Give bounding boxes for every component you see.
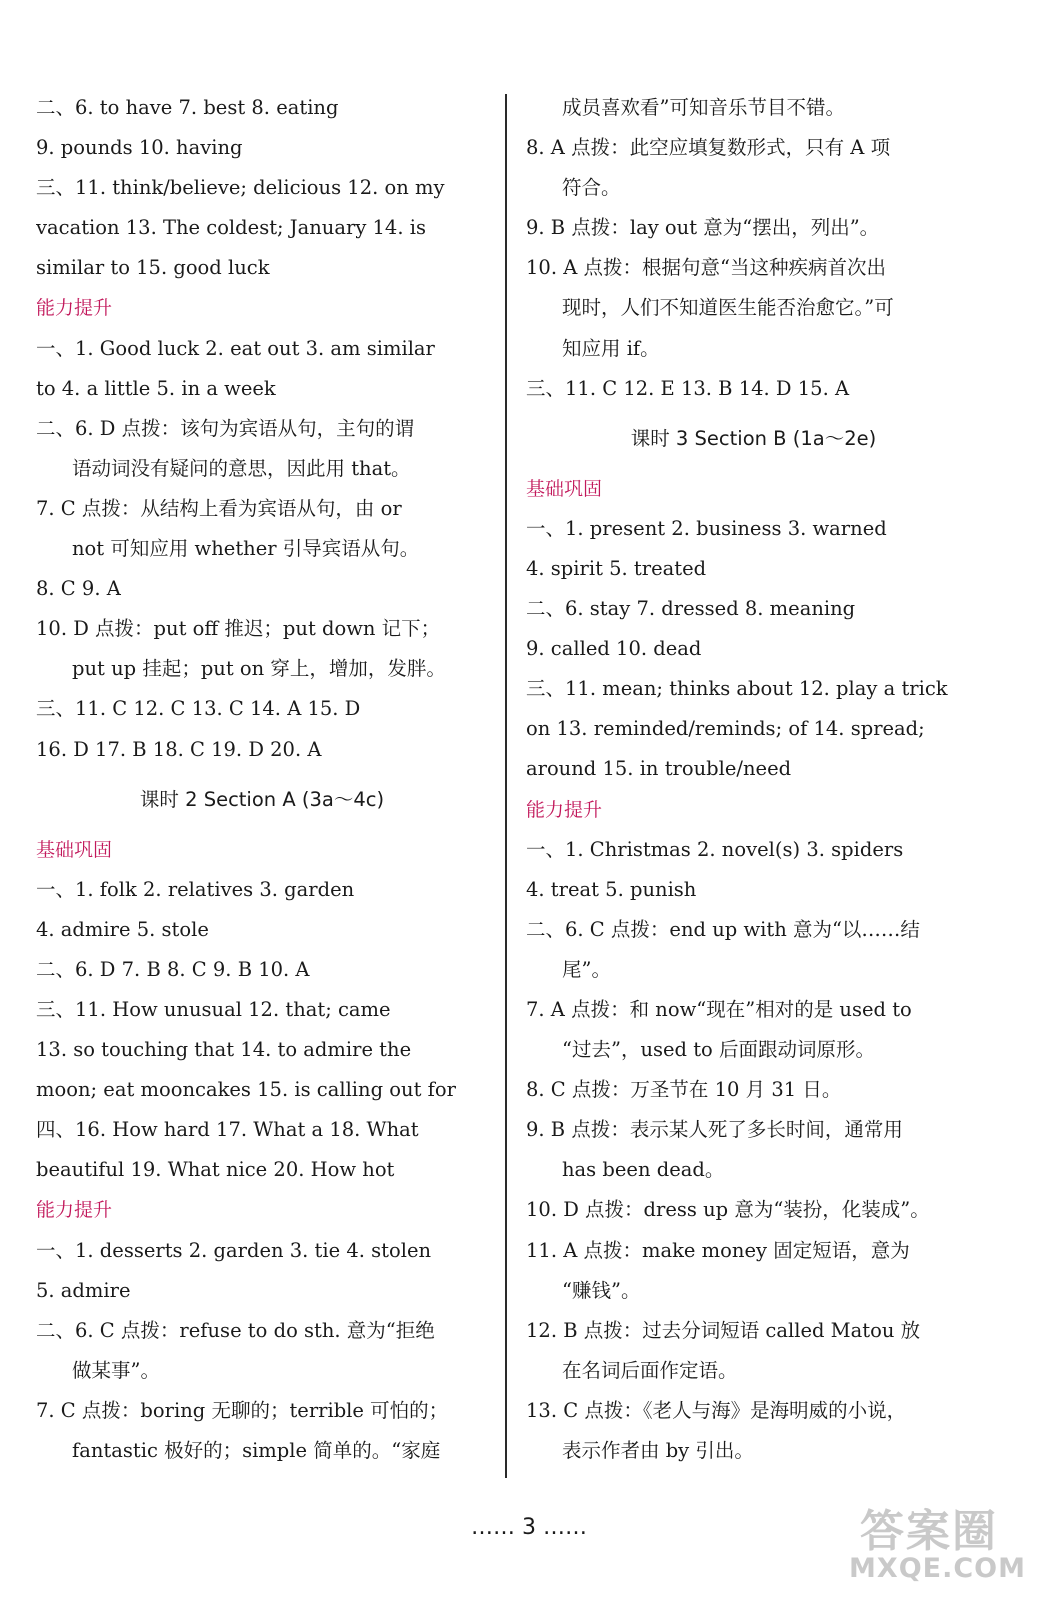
- answer-line: 一、1. Christmas 2. novel(s) 3. spiders: [526, 837, 904, 861]
- answer-line: 4. spirit 5. treated: [526, 556, 707, 580]
- watermark-logo: [811, 1495, 1026, 1595]
- right-column: [526, 88, 981, 1471]
- lesson-title: 课时 3 Section B (1a～2e): [630, 426, 877, 450]
- answer-line-continued: 尾”。: [562, 957, 611, 981]
- watermark-bottom-text: MXQE.COM: [849, 1553, 1026, 1584]
- answer-line: 9. called 10. dead: [526, 637, 702, 661]
- answer-line: 三、11. C 12. C 13. C 14. A 15. D: [36, 697, 361, 721]
- watermark-top-text: 答案圈: [860, 1506, 998, 1557]
- answer-line: 8. A 点拨：此空应填复数形式，只有 A 项: [526, 136, 891, 160]
- answer-line-continued: “过去”，used to 后面跟动词原形。: [562, 1038, 875, 1062]
- column-divider: [505, 94, 507, 1478]
- left-column: [36, 88, 488, 1471]
- answer-line-continued: fantastic 极好的；simple 简单的。“家庭: [72, 1439, 441, 1462]
- answer-line: 5. admire: [36, 1278, 131, 1302]
- answer-line: 一、1. present 2. business 3. warned: [526, 516, 887, 540]
- answer-line: 13. so touching that 14. to admire the: [36, 1038, 412, 1062]
- section-heading: 能力提升: [36, 297, 113, 320]
- answer-line: 一、1. folk 2. relatives 3. garden: [36, 877, 355, 901]
- answer-line: 一、1. desserts 2. garden 3. tie 4. stolen: [36, 1238, 432, 1262]
- answer-line: 二、6. C 点拨：end up with 意为“以……结: [526, 917, 920, 941]
- answer-line-continued: 知应用 if。: [562, 336, 660, 360]
- answer-line: 一、1. Good luck 2. eat out 3. am similar: [36, 336, 435, 360]
- answer-line: 二、6. to have 7. best 8. eating: [36, 96, 339, 119]
- answer-line: 4. treat 5. punish: [526, 877, 697, 901]
- answer-line-continued: 符合。: [562, 176, 621, 200]
- answer-line: 12. B 点拨：过去分词短语 called Matou 放: [526, 1318, 921, 1342]
- section-heading: 能力提升: [526, 798, 603, 821]
- answer-line: to 4. a little 5. in a week: [36, 376, 276, 400]
- answer-line: 7. C 点拨：boring 无聊的；terrible 可怕的；: [36, 1398, 449, 1422]
- answer-line: 4. admire 5. stole: [36, 917, 209, 941]
- answer-line: 二、6. C 点拨：refuse to do sth. 意为“拒绝: [36, 1318, 435, 1342]
- answer-line-continued: 在名词后面作定语。: [562, 1358, 738, 1382]
- answer-line: on 13. reminded/reminds; of 14. spread;: [526, 717, 925, 741]
- answer-line: 16. D 17. B 18. C 19. D 20. A: [36, 737, 322, 761]
- answer-line: 三、11. think/believe; delicious 12. on my: [36, 176, 445, 200]
- answer-line-continued: 语动词没有疑问的意思，因此用 that。: [72, 456, 411, 480]
- answer-line: 9. B 点拨：lay out 意为“摆出，列出”。: [526, 216, 880, 240]
- section-heading: 基础巩固: [526, 477, 603, 500]
- answer-line: 四、16. How hard 17. What a 18. What: [36, 1118, 419, 1142]
- answer-line: 10. D 点拨：put off 推迟；put down 记下；: [36, 617, 441, 641]
- section-heading: 能力提升: [36, 1199, 113, 1222]
- answer-line: 10. D 点拨：dress up 意为“装扮，化装成”。: [526, 1198, 930, 1222]
- answer-line-continued: 现时，人们不知道医生能否治愈它。”可: [562, 296, 894, 320]
- answer-line: 二、6. D 点拨：该句为宾语从句，主句的谓: [36, 416, 415, 440]
- answer-line-continued: 成员喜欢看”可知音乐节目不错。: [562, 96, 845, 119]
- answer-line: 7. A 点拨：和 now“现在”相对的是 used to: [526, 997, 912, 1021]
- answer-line: 8. C 点拨：万圣节在 10 月 31 日。: [526, 1078, 842, 1102]
- answer-line-continued: put up 挂起；put on 穿上，增加，发胖。: [72, 657, 446, 681]
- lesson-title: 课时 2 Section A (3a～4c): [139, 787, 385, 811]
- answer-line: 三、11. How unusual 12. that; came: [36, 997, 391, 1021]
- answer-line-continued: not 可知应用 whether 引导宾语从句。: [72, 537, 420, 561]
- answer-line: similar to 15. good luck: [36, 256, 270, 280]
- answer-line: 二、6. D 7. B 8. C 9. B 10. A: [36, 957, 310, 981]
- answer-line: 三、11. C 12. E 13. B 14. D 15. A: [526, 376, 850, 400]
- answer-line-continued: 做某事”。: [72, 1358, 160, 1382]
- answer-line: beautiful 19. What nice 20. How hot: [36, 1158, 395, 1182]
- answer-line: 三、11. mean; thinks about 12. play a trick: [526, 677, 948, 701]
- answer-line: 二、6. stay 7. dressed 8. meaning: [526, 597, 856, 621]
- section-heading: 基础巩固: [36, 838, 113, 861]
- page-number: …… 3 ……: [471, 1515, 587, 1540]
- answer-line: 7. C 点拨：从结构上看为宾语从句，由 or: [36, 496, 402, 520]
- answer-line-continued: has been dead。: [562, 1158, 725, 1182]
- answer-line: 11. A 点拨：make money 固定短语，意为: [526, 1238, 910, 1262]
- answer-line-continued: “赚钱”。: [562, 1278, 641, 1302]
- answer-line: 8. C 9. A: [36, 577, 121, 601]
- answer-line: vacation 13. The coldest; January 14. is: [36, 216, 426, 240]
- answer-line: 10. A 点拨：根据句意“当这种疾病首次出: [526, 256, 886, 280]
- answer-line: around 15. in trouble/need: [526, 757, 792, 781]
- answer-line: 9. pounds 10. having: [36, 136, 243, 160]
- answer-line: moon; eat mooncakes 15. is calling out for: [36, 1078, 456, 1102]
- answer-line: 13. C 点拨：《老人与海》是海明威的小说，: [526, 1398, 907, 1422]
- answer-line-continued: 表示作者由 by 引出。: [562, 1439, 754, 1462]
- answer-line: 9. B 点拨：表示某人死了多长时间，通常用: [526, 1118, 903, 1142]
